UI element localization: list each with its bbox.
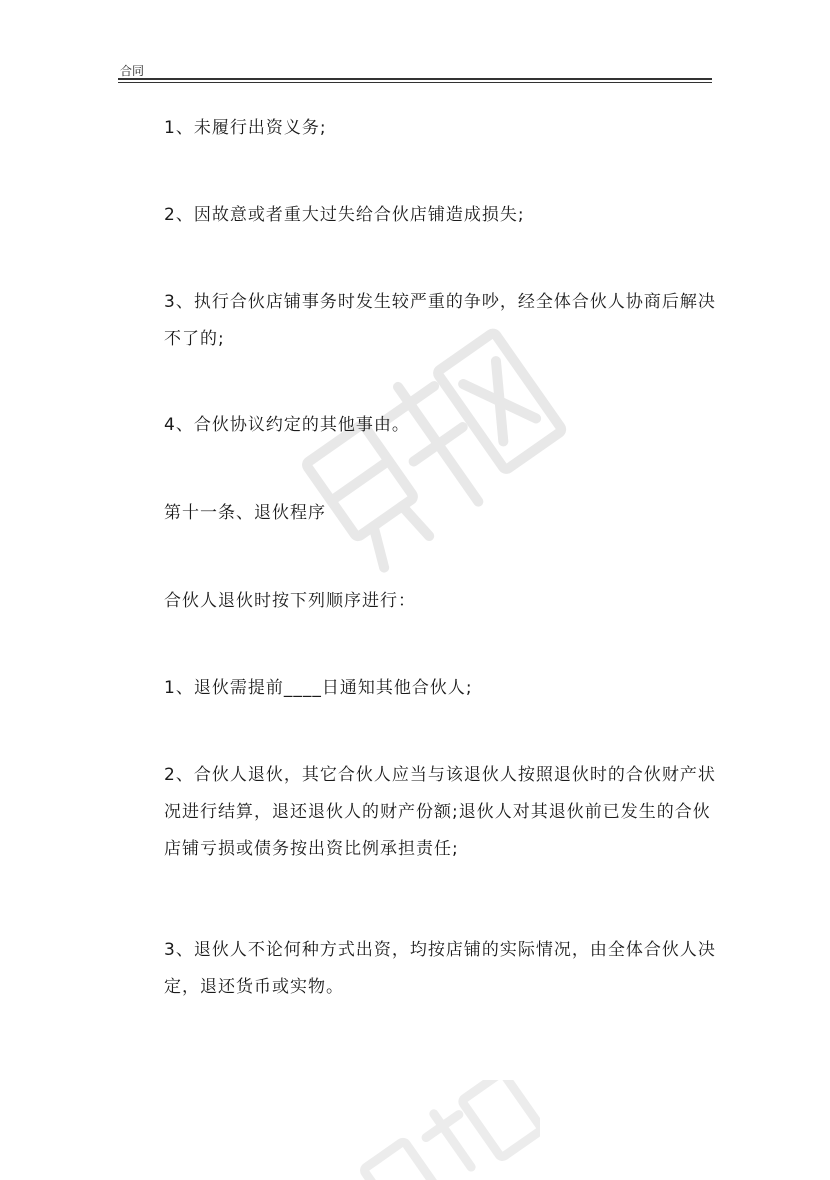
header-divider	[118, 78, 712, 83]
article-heading: 第十一条、退伙程序	[164, 503, 326, 523]
procedure-intro: 合伙人退伙时按下列顺序进行：	[164, 591, 416, 611]
clause-item-3: 3、执行合伙店铺事务时发生较严重的争吵，经全体合伙人协商后解决不了的;	[164, 292, 716, 349]
procedure-item-3: 3、退伙人不论何种方式出资，均按店铺的实际情况，由全体合伙人决定，退还货币或实物。	[164, 940, 716, 997]
clause-item-4: 4、合伙协议约定的其他事由。	[164, 415, 410, 435]
procedure-item-1: 1、退伙需提前____日通知其他合伙人;	[164, 678, 473, 698]
watermark-logo-bottom	[340, 1080, 540, 1180]
procedure-item-2: 2、合伙人退伙，其它合伙人应当与该退伙人按照退伙时的合伙财产状况进行结算，退还退伙人的财产份额;退伙人对其退伙前已发生的合伙店铺亏损或债务按出资比例承担责任;	[164, 765, 716, 859]
watermark-logo	[280, 320, 580, 580]
header-label: 合同	[120, 64, 145, 78]
clause-item-1: 1、未履行出资义务;	[164, 118, 327, 138]
clause-item-2: 2、因故意或者重大过失给合伙店铺造成损失;	[164, 205, 525, 225]
